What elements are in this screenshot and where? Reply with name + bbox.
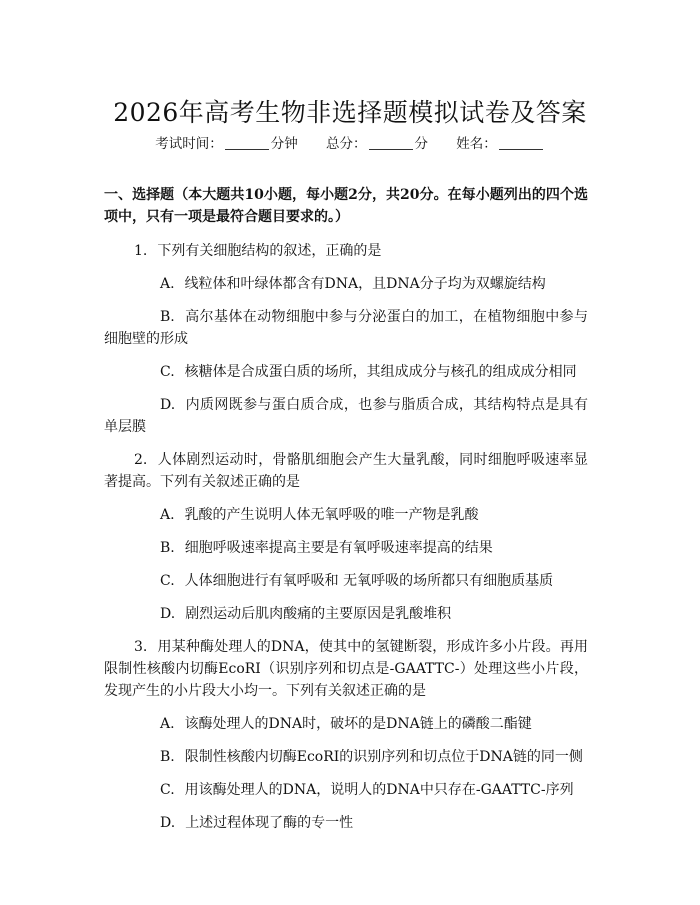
option-c [104, 570, 588, 592]
option-text: 上述过程体现了酶的专一性 [185, 815, 354, 831]
question-text: 下列有关细胞结构的叙述，正确的是 [157, 243, 382, 259]
option-text: 用该酶处理人的DNA，说明人的DNA中只存在-GAATTC-序列 [184, 782, 574, 798]
option-text: 限制性核酸内切酶EcoRI的识别序列和切点位于DNA链的同一侧 [184, 749, 583, 765]
time-label: 考试时间： [155, 136, 223, 152]
option-b [104, 306, 588, 350]
option-letter: A. [160, 716, 175, 732]
question-stem [104, 449, 588, 493]
option-text: 人体细胞进行有氧呼吸和 无氧呼吸的场所都只有细胞质基质 [184, 573, 554, 589]
question-1 [104, 240, 588, 438]
name-blank [499, 136, 543, 151]
option-text: 乳酸的产生说明人体无氧呼吸的唯一产物是乳酸 [184, 507, 479, 523]
question-text: 人体剧烈运动时，骨骼肌细胞会产生大量乳酸，同时细胞呼吸速率显著提高。下列有关叙述正确的是 [104, 452, 588, 490]
section-heading: 一、选择题（本大题共10小题，每小题2分，共20分。在每小题列出的四个选项中，只有一项是最符合题目要求的。） [104, 187, 588, 225]
question-number: 3. [134, 639, 148, 655]
score-label: 总分： [326, 136, 367, 152]
question-stem [104, 240, 588, 262]
time-unit: 分钟 [270, 136, 298, 152]
option-letter: A. [160, 276, 175, 292]
option-text: 核糖体是合成蛋白质的场所，其组成成分与核孔的组成成分相同 [184, 364, 577, 380]
option-letter: C. [160, 782, 175, 798]
total-score [326, 132, 428, 152]
option-text: 高尔基体在动物细胞中参与分泌蛋白的加工，在植物细胞中参与细胞壁的形成 [104, 309, 588, 347]
option-text: 剧烈运动后肌肉酸痛的主要原因是乳酸堆积 [185, 606, 452, 622]
exam-content [104, 184, 588, 845]
option-letter: D. [160, 606, 176, 622]
question-stem [104, 636, 588, 702]
exam-meta [0, 132, 700, 152]
question-number: 2. [134, 452, 148, 468]
score-blank [369, 136, 413, 151]
option-a [104, 504, 588, 526]
student-name [456, 132, 545, 152]
question-2 [104, 449, 588, 625]
option-letter: C. [160, 364, 175, 380]
name-label: 姓名： [456, 136, 497, 152]
time-blank [225, 136, 269, 151]
option-letter: C. [160, 573, 175, 589]
option-text: 该酶处理人的DNA时，破坏的是DNA链上的磷酸二酯键 [184, 716, 532, 732]
option-letter: D. [160, 397, 176, 413]
option-letter: A. [160, 507, 175, 523]
option-letter: B. [160, 749, 175, 765]
option-text: 内质网既参与蛋白质合成，也参与脂质合成，其结构特点是具有单层膜 [104, 397, 588, 435]
option-letter: B. [160, 309, 175, 325]
option-c [104, 361, 588, 383]
option-c [104, 779, 588, 801]
option-letter: D. [160, 815, 176, 831]
option-a [104, 713, 588, 735]
option-text: 细胞呼吸速率提高主要是有氧呼吸速率提高的结果 [184, 540, 493, 556]
option-d [104, 603, 588, 625]
question-number: 1. [134, 243, 148, 259]
exam-time [155, 132, 298, 152]
score-unit: 分 [414, 136, 428, 152]
option-d [104, 394, 588, 438]
question-3 [104, 636, 588, 834]
question-text: 用某种酶处理人的DNA，使其中的氢键断裂，形成许多小片段。再用限制性核酸内切酶EcoRI（识别序列和切点是-GAATTC-）处理这些小片段，发现产生的小片段大小均一。下列有关叙述正确的是 [104, 639, 588, 699]
option-b [104, 746, 588, 768]
option-d [104, 812, 588, 834]
option-b [104, 537, 588, 559]
option-text: 线粒体和叶绿体都含有DNA，且DNA分子均为双螺旋结构 [184, 276, 546, 292]
option-a [104, 273, 588, 295]
page-title: 2026年高考生物非选择题模拟试卷及答案 [113, 97, 587, 127]
option-letter: B. [160, 540, 175, 556]
